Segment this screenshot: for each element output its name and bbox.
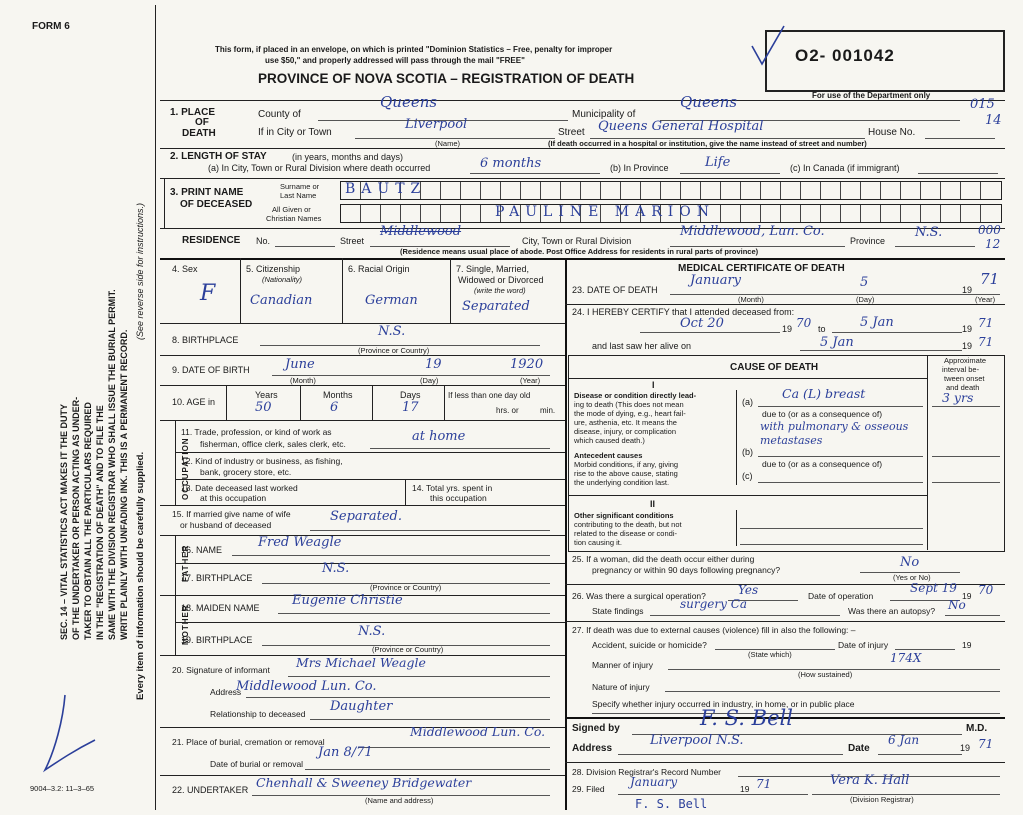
notice-line: use $50," and properly addressed will pass through the mail "FREE" xyxy=(265,56,525,65)
name-grid-cell xyxy=(380,205,381,222)
municipality-label: Municipality of xyxy=(572,109,636,120)
informant-address-label: Address xyxy=(210,687,242,697)
other-conditions-label: Other significant conditions xyxy=(574,511,674,520)
due-to-label: due to (or as a consequence of) xyxy=(762,409,883,419)
antecedent-label: the underlying condition last. xyxy=(574,478,670,487)
other-conditions-label: contributing to the death, but not xyxy=(574,520,682,529)
age-days: 17 xyxy=(402,400,419,415)
marital-label: (write the word) xyxy=(474,286,526,295)
name-grid-cell xyxy=(600,182,601,199)
informant-value: Mrs Michael Weagle xyxy=(296,655,426,670)
physician-stamp: F. S. Bell xyxy=(635,797,708,811)
sidebar-line: Every item of information should be carefully supplied. xyxy=(135,451,146,700)
month-note: (Month) xyxy=(290,376,316,385)
sidebar-line: OF THE UNDERTAKER OR PERSON ACTING AS UNDER- xyxy=(71,396,81,640)
direct-cause-label: the mode of dying, e.g., heart fail- xyxy=(574,409,686,418)
name-grid-cell xyxy=(440,205,441,222)
stay-sub: (in years, months and days) xyxy=(292,152,404,162)
name-grid-cell xyxy=(640,182,641,199)
residence-city-value: Middlewood, Lun. Co. xyxy=(680,224,825,239)
name-grid-cell xyxy=(420,205,421,222)
sex-label: 4. Sex xyxy=(172,264,198,274)
q14-label: 14. Total yrs. spent in xyxy=(412,483,493,493)
interval-a-value: 3 yrs xyxy=(942,390,974,405)
q11-label: fisherman, office clerk, sales clerk, etc. xyxy=(200,439,346,449)
q11-label: 11. Trade, profession, or kind of work as xyxy=(181,427,332,437)
form-number: FORM 6 xyxy=(32,21,70,32)
citizenship-label: 5. Citizenship xyxy=(246,264,301,274)
physician-signature: F. S. Bell xyxy=(700,706,793,730)
burial-place-value: Middlewood Lun. Co. xyxy=(410,724,546,739)
last-saw-value: 5 Jan xyxy=(820,335,854,350)
name-grid-cell xyxy=(580,182,581,199)
interval-label: tween onset xyxy=(944,374,985,383)
name-grid-cell xyxy=(940,205,941,222)
autopsy-label: Was there an autopsy? xyxy=(848,606,936,616)
name-grid-cell xyxy=(820,205,821,222)
op-year-prefix: 19 xyxy=(962,591,972,601)
name-grid-cell xyxy=(840,205,841,222)
findings-label: State findings xyxy=(592,606,644,616)
name-grid-cell xyxy=(860,205,861,222)
marital-label: 7. Single, Married, xyxy=(456,264,530,274)
residence-no-label: No. xyxy=(256,236,271,246)
name-grid-cell xyxy=(720,182,721,199)
medical-title: MEDICAL CERTIFICATE OF DEATH xyxy=(678,263,845,274)
lastsaw-year: 71 xyxy=(978,335,994,349)
name-grid-cell xyxy=(880,182,881,199)
center-divider xyxy=(565,258,567,810)
name-grid-cell xyxy=(400,205,401,222)
dept-use-note: For use of the Department only xyxy=(812,91,931,100)
father-side-label: FATHER xyxy=(181,544,190,582)
last-saw-label: and last saw her alive on xyxy=(592,341,692,351)
dod-year-note: (Year) xyxy=(975,295,996,304)
q26-value: Yes xyxy=(738,583,759,597)
stay-a-value: 6 months xyxy=(480,156,542,171)
dob-day: 19 xyxy=(425,357,442,372)
city-label: If in City or Town xyxy=(258,127,332,138)
cause-c-marker: (c) xyxy=(742,471,753,481)
cause-a-marker: (a) xyxy=(742,397,753,407)
margin-check-mark xyxy=(35,690,105,780)
name-grid-cell xyxy=(760,205,761,222)
q27-label: 27. If death was due to external causes (violence) fill in also the following: – xyxy=(572,625,856,635)
less-than-day-label: If less than one day old xyxy=(448,391,531,400)
sign-address-label: Address xyxy=(572,743,613,754)
months-label: Months xyxy=(323,390,353,400)
birthplace-sub: (Province or Country) xyxy=(358,346,430,355)
age-months: 6 xyxy=(330,400,339,415)
birthplace-label: 8. BIRTHPLACE xyxy=(172,335,239,345)
cause-title: CAUSE OF DEATH xyxy=(730,362,819,373)
sidebar-line: (See reverse side for instructions.) xyxy=(135,202,145,340)
q13-label: 13. Date deceased last worked xyxy=(181,483,298,493)
form-title: PROVINCE OF NOVA SCOTIA – REGISTRATION OF DEATH xyxy=(258,71,635,86)
antecedent-label: Morbid conditions, if any, giving xyxy=(574,460,679,469)
birthplace-value: N.S. xyxy=(378,324,406,339)
name-grid-cell xyxy=(900,182,901,199)
q28-label: 28. Division Registrar's Record Number xyxy=(572,767,722,777)
op-date-label: Date of operation xyxy=(808,591,874,601)
name-grid-cell xyxy=(800,205,801,222)
year-note: (Year) xyxy=(520,376,541,385)
name-grid-cell xyxy=(740,205,741,222)
cause-b-value: with pulmonary & osseous metastases xyxy=(760,420,909,447)
name-grid-cell xyxy=(560,182,561,199)
registration-number: O2- 001042 xyxy=(795,46,895,65)
certify-label: 24. I HEREBY CERTIFY that I attended deceased from: xyxy=(572,307,795,317)
cause-b-marker: (b) xyxy=(742,447,753,457)
father-bp-label: 17. BIRTHPLACE xyxy=(181,573,253,583)
dod-label: 23. DATE OF DEATH xyxy=(572,285,658,295)
interval-label: Approximate xyxy=(944,356,987,365)
filed-year-prefix: 19 xyxy=(740,784,750,794)
name-grid-cell xyxy=(540,182,541,199)
from-year: 70 xyxy=(796,316,812,330)
sign-date-label: Date xyxy=(848,743,870,754)
name-grid-cell xyxy=(920,205,921,222)
name-grid-cell xyxy=(620,182,621,199)
name-label: OF DECEASED xyxy=(180,199,253,210)
name-label: 3. PRINT NAME xyxy=(170,187,244,198)
from-year-prefix: 19 xyxy=(782,324,793,334)
residence-street-label: Street xyxy=(340,236,365,246)
roman-one: I xyxy=(652,380,655,390)
sidebar-line: TAKER TO OBTAIN ALL THE PARTICULARS REQUIRED xyxy=(83,402,93,640)
days-label: Days xyxy=(400,390,421,400)
specify-label: Specify whether injury occurred in industry, in home, or in public place xyxy=(592,699,855,709)
injury-date-label: Date of injury xyxy=(838,640,889,650)
other-conditions-label: related to the disease or condi- xyxy=(574,529,677,538)
stay-c-label: (c) In Canada (if immigrant) xyxy=(790,163,900,173)
name-grid-cell xyxy=(820,182,821,199)
name-grid-cell xyxy=(960,205,961,222)
stay-b-label: (b) In Province xyxy=(610,163,669,173)
residence-note: (Residence means usual place of abode. Post Office Address for residents in rural parts of province) xyxy=(400,247,759,256)
name-grid-cell xyxy=(520,182,521,199)
residence-province-value: N.S. xyxy=(915,225,943,240)
direct-cause-label: disease, injury, or complication xyxy=(574,427,676,436)
street-value: Queens General Hospital xyxy=(598,119,764,134)
check-mark xyxy=(748,24,788,68)
state-which-note: (State which) xyxy=(748,650,792,659)
county-code: 015 xyxy=(970,97,995,112)
q12-label: 12. Kind of industry or business, as fishing, xyxy=(181,456,343,466)
dod-year: 71 xyxy=(980,270,1000,288)
interval-label: interval be- xyxy=(942,365,980,374)
interval-label: and death xyxy=(946,383,980,392)
min-label: min. xyxy=(540,406,556,415)
filed-value: January xyxy=(630,775,678,789)
age-years: 50 xyxy=(255,400,272,415)
direct-cause-label: ing to death (This does not mean xyxy=(574,400,684,409)
other-conditions-label: tion causing it. xyxy=(574,538,622,547)
surname-label: Last Name xyxy=(280,191,317,200)
q13-label: at this occupation xyxy=(200,493,267,503)
name-grid-cell xyxy=(760,182,761,199)
q14-label: this occupation xyxy=(430,493,487,503)
marital-label: Widowed or Divorced xyxy=(458,275,544,285)
house-value: 14 xyxy=(985,113,1002,128)
residence-label: RESIDENCE xyxy=(182,235,241,246)
surname-label: Surname or xyxy=(280,182,320,191)
place-label: DEATH xyxy=(182,128,216,139)
attended-to: 5 Jan xyxy=(860,315,894,330)
sex-value: F xyxy=(200,281,216,306)
mother-name-value: Eugenie Christie xyxy=(292,593,403,608)
name-grid-cell xyxy=(720,205,721,222)
dod-year-prefix: 19 xyxy=(962,285,973,295)
left-margin-rule xyxy=(155,5,156,810)
residence-street-value: Middlewood xyxy=(380,224,462,239)
given-label: All Given or xyxy=(272,205,311,214)
undertaker-label: 22. UNDERTAKER xyxy=(172,785,249,795)
city-value: Liverpool xyxy=(405,117,468,132)
mother-bp-value: N.S. xyxy=(358,624,386,639)
racial-label: 6. Racial Origin xyxy=(348,264,410,274)
undertaker-value: Chenhall & Sweeney Bridgewater xyxy=(256,775,472,790)
father-bp-sub: (Province or Country) xyxy=(370,583,442,592)
name-grid-cell xyxy=(680,182,681,199)
sign-date-value: 6 Jan xyxy=(888,733,920,747)
lastsaw-year-prefix: 19 xyxy=(962,341,973,351)
residence-code: 000 xyxy=(978,223,1001,237)
informant-label: 20. Signature of informant xyxy=(172,665,270,675)
cause-a-value: Ca (L) breast xyxy=(782,386,866,401)
spouse-label: 15. If married give name of wife xyxy=(172,509,291,519)
name-grid-cell xyxy=(780,182,781,199)
q26-label: 26. Was there a surgical operation? xyxy=(572,591,706,601)
due-to-label: due to (or as a consequence of) xyxy=(762,459,883,469)
relationship-value: Daughter xyxy=(330,699,393,714)
sidebar-line: SEC. 14 – VITAL STATISTICS ACT MAKES IT THE DUTY xyxy=(59,403,69,640)
mother-side-label: MOTHER xyxy=(181,604,190,645)
to-year: 71 xyxy=(978,316,994,330)
residence-province-label: Province xyxy=(850,236,886,246)
hrs-label: hrs. or xyxy=(496,406,519,415)
name-grid-cell xyxy=(940,182,941,199)
antecedent-label: rise to the above cause, stating xyxy=(574,469,678,478)
name-grid-cell xyxy=(480,205,481,222)
notice-line: This form, if placed in an envelope, on which is printed "Dominion Statistics – Free, penalty for improper xyxy=(215,45,613,54)
name-grid-cell xyxy=(980,182,981,199)
marital-value: Separated xyxy=(462,299,530,314)
direct-cause-label: Disease or condition directly lead- xyxy=(574,391,697,400)
to-year-prefix: 19 xyxy=(962,324,973,334)
day-note: (Day) xyxy=(420,376,439,385)
residence-code: 12 xyxy=(985,237,1001,251)
registrar-sub: (Division Registrar) xyxy=(850,795,914,804)
sign-year-value: 71 xyxy=(978,737,994,751)
filed-year-value: 71 xyxy=(756,777,772,791)
age-label: 10. AGE in xyxy=(172,397,216,407)
dob-label: 9. DATE OF BIRTH xyxy=(172,365,250,375)
print-code: 9004–3.2: 11–3–65 xyxy=(30,784,95,793)
spouse-value: Separated. xyxy=(330,509,403,524)
injury-year-prefix: 19 xyxy=(962,640,972,650)
name-grid-cell xyxy=(860,182,861,199)
name-grid-cell xyxy=(840,182,841,199)
father-name-value: Fred Weagle xyxy=(258,535,342,550)
md-label: M.D. xyxy=(966,723,988,734)
q25-value: No xyxy=(900,555,920,570)
burial-date-label: Date of burial or removal xyxy=(210,759,304,769)
municipality-value: Queens xyxy=(680,93,738,111)
registrar-signature: Vera K. Hall xyxy=(830,773,910,788)
sidebar-line: SAME WITH THE DIVISION REGISTRAR WHO SHALL ISSUE THE BURIAL PERMIT. xyxy=(107,289,117,640)
citizenship-value: Canadian xyxy=(250,293,313,308)
occupation-side-label: OCCUPATION xyxy=(181,437,190,500)
street-label: Street xyxy=(558,127,585,138)
county-value: Queens xyxy=(380,93,438,111)
mother-name-label: 18. MAIDEN NAME xyxy=(181,603,260,613)
sign-year-prefix: 19 xyxy=(960,743,971,753)
place-label: 1. PLACE xyxy=(170,107,216,118)
surname-value: BAUTZ xyxy=(345,181,427,197)
undertaker-sub: (Name and address) xyxy=(365,796,434,805)
q11-value: at home xyxy=(412,429,466,444)
name-grid-cell xyxy=(480,182,481,199)
name-grid-cell xyxy=(740,182,741,199)
op-date-value: Sept 19 xyxy=(910,581,957,595)
q12-label: bank, grocery store, etc. xyxy=(200,467,292,477)
stay-b-value: Life xyxy=(705,155,731,170)
op-year-value: 70 xyxy=(978,583,994,597)
name-grid-cell xyxy=(960,182,961,199)
q25-label: pregnancy or within 90 days following pregnancy? xyxy=(592,565,781,575)
manner-value: 174X xyxy=(890,651,922,665)
name-grid-cell xyxy=(800,182,801,199)
father-bp-value: N.S. xyxy=(322,561,350,576)
residence-city-label: City, Town or Rural Division xyxy=(522,236,632,246)
name-grid-cell xyxy=(660,182,661,199)
nature-label: Nature of injury xyxy=(592,682,650,692)
informant-address-value: Middlewood Lun. Co. xyxy=(236,679,377,694)
name-grid-cell xyxy=(360,205,361,222)
findings-value: surgery Ca xyxy=(680,597,748,611)
attended-from: Oct 20 xyxy=(680,316,724,331)
sidebar-line: WRITE PLAINLY WITH UNFADING INK. THIS IS A PERMANENT RECORD. xyxy=(119,329,129,640)
stay-label: 2. LENGTH OF STAY xyxy=(170,151,267,162)
registration-number-box xyxy=(765,30,1005,92)
name-grid-cell xyxy=(900,205,901,222)
manner-label: Manner of injury xyxy=(592,660,653,670)
roman-two: II xyxy=(650,499,656,509)
hospital-note: (If death occurred in a hospital or institution, give the name instead of street and number) xyxy=(548,139,867,148)
stay-a-label: (a) In City, Town or Rural Division where death occurred xyxy=(208,163,431,173)
name-grid-cell xyxy=(920,182,921,199)
racial-value: German xyxy=(365,293,418,308)
sign-address-value: Liverpool N.S. xyxy=(650,733,744,748)
q25-label: 25. If a woman, did the death occur either during xyxy=(572,554,755,564)
how-sustained-note: (How sustained) xyxy=(798,670,853,679)
name-grid-cell xyxy=(700,182,701,199)
q29-label: 29. Filed xyxy=(572,784,605,794)
sidebar-line: IN THE "REGISTRATION OF DEATH" AND TO FILE THE xyxy=(95,405,105,640)
mother-bp-label: 19. BIRTHPLACE xyxy=(181,635,253,645)
name-note: (Name) xyxy=(435,139,461,148)
signed-by-label: Signed by xyxy=(572,723,620,734)
years-label: Years xyxy=(255,390,278,400)
given-name-value: PAULINE MARION xyxy=(495,204,716,220)
dob-year: 1920 xyxy=(510,357,544,372)
house-label: House No. xyxy=(868,127,916,138)
name-grid-cell xyxy=(500,182,501,199)
antecedent-label: Antecedent causes xyxy=(574,451,643,460)
autopsy-value: No xyxy=(948,598,966,612)
relationship-label: Relationship to deceased xyxy=(210,709,306,719)
name-grid-cell xyxy=(460,182,461,199)
dod-day-note: (Day) xyxy=(856,295,875,304)
burial-date-value: Jan 8/71 xyxy=(318,745,373,760)
place-label: OF xyxy=(195,117,209,128)
citizenship-sub: (Nationality) xyxy=(262,275,303,284)
dod-month-note: (Month) xyxy=(738,295,764,304)
mother-bp-sub: (Province or Country) xyxy=(372,645,444,654)
county-label: County of xyxy=(258,109,301,120)
direct-cause-label: which caused death.) xyxy=(574,436,645,445)
given-label: Christian Names xyxy=(266,214,322,223)
burial-place-label: 21. Place of burial, cremation or removal xyxy=(172,737,325,747)
yes-no-note: (Yes or No) xyxy=(893,573,931,582)
dob-month: June xyxy=(285,357,315,372)
direct-cause-label: ure, asthenia, etc. It means the xyxy=(574,418,677,427)
name-grid-cell xyxy=(440,182,441,199)
name-grid-cell xyxy=(980,205,981,222)
name-grid-cell xyxy=(460,205,461,222)
father-name-label: 16. NAME xyxy=(181,545,223,555)
to-label: to xyxy=(818,324,826,334)
dod-month: January xyxy=(690,273,742,288)
dod-day: 5 xyxy=(860,275,869,290)
accident-label: Accident, suicide or homicide? xyxy=(592,640,707,650)
name-grid-cell xyxy=(780,205,781,222)
spouse-label: or husband of deceased xyxy=(180,520,272,530)
name-grid-cell xyxy=(880,205,881,222)
